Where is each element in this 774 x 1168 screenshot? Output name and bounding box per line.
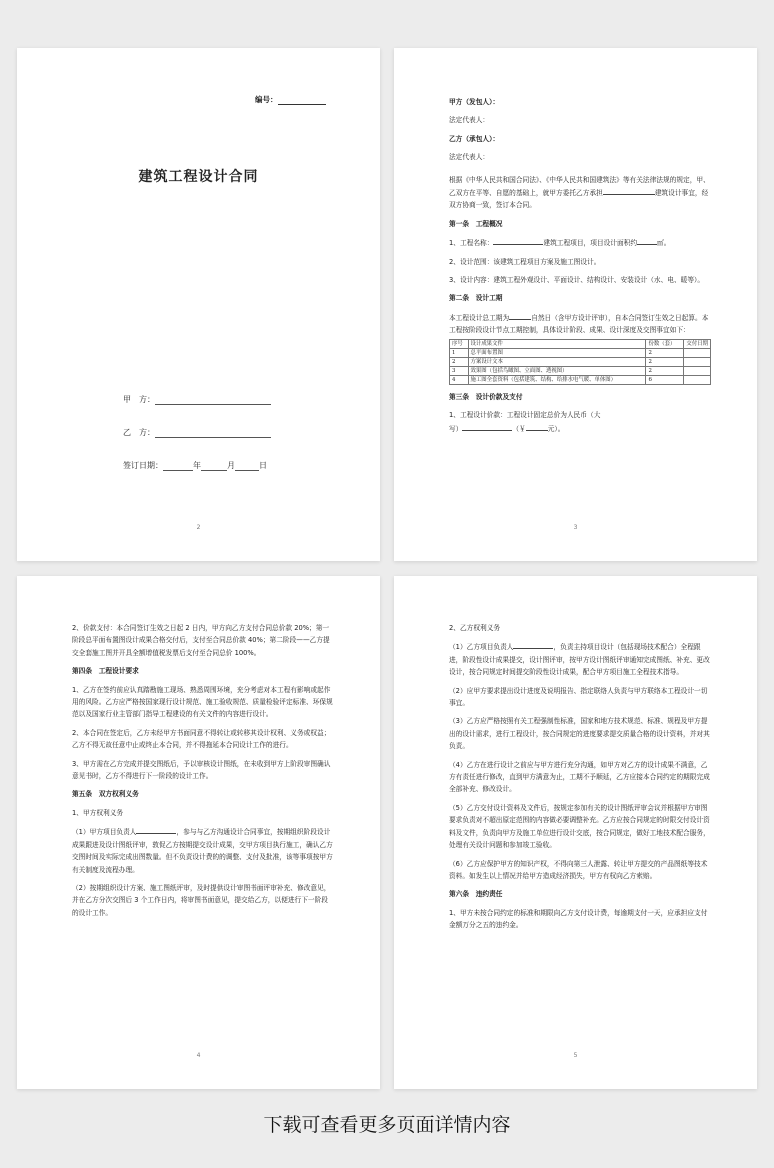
table-header-row bbox=[450, 339, 711, 348]
period-paragraph bbox=[449, 311, 711, 337]
intro-text-2: 建筑设计事宜，经双方协商一致，签订本合同。 bbox=[449, 189, 709, 210]
article-6-heading: 第六条 违约责任 bbox=[449, 890, 503, 899]
intro-blank bbox=[603, 186, 655, 195]
price-text-1: 1、工程设计价款：工程设计固定总价为人民币（大 bbox=[449, 411, 601, 420]
sign-date-label: 签订日期： bbox=[123, 461, 163, 470]
page-cover bbox=[17, 48, 380, 561]
duty-1-text-b: ，参与与乙方沟通设计合同事宜，按期组织阶段设计成果跟进及设计图纸评审，敦促乙方按期提交设计成果，交甲方项目执行施工，确认乙方交图时间及实际完成出图数量。但不负责设计费的的调整、支付及批准，该等事项按甲方有关制度及流程办理。 bbox=[72, 828, 333, 874]
table-header-cell: 交付日期 bbox=[684, 339, 711, 348]
article-4-heading: 第四条 工程设计要求 bbox=[72, 667, 139, 676]
contract-title: 建筑工程设计合同 bbox=[138, 169, 259, 185]
party-a-blank bbox=[155, 395, 271, 405]
party-b-rep: 法定代表人： bbox=[449, 153, 490, 162]
party-a-manager-blank bbox=[136, 825, 176, 834]
contract-number bbox=[255, 94, 326, 105]
requirement-3: 3、甲方需在乙方完成并提交图纸后，予以审核设计图纸，在未收到甲方上阶段审图确认意见书时，乙方不得进行下一阶段的设计工作。 bbox=[72, 759, 331, 781]
duty-b1-text-b: ，负责主持项目设计（包括现场技术配合）全程跟进，阶段性设计成果提交，设计图评审，按甲方设计图纸评审通知完成图纸、补充、更改设计，按合同规定时间提交阶段性设计成果，配合甲方项目施工全程技术指导。 bbox=[449, 643, 710, 677]
day-blank bbox=[235, 461, 259, 471]
price-text-2c: 元）。 bbox=[547, 424, 565, 433]
party-b-blank bbox=[155, 428, 271, 438]
party-b-duty-4: （4）乙方在进行设计之前应与甲方进行充分沟通，如甲方对乙方的设计成果不满意，乙方有责任进行修改，直到甲方满意为止，工期不予顺延，乙方应接本合同约定的期限完成全部补充、修改设计。 bbox=[449, 760, 710, 794]
intro-paragraph bbox=[449, 174, 711, 212]
table-cell bbox=[684, 366, 711, 375]
period-blank bbox=[509, 311, 531, 320]
table-cell: 6 bbox=[646, 375, 684, 384]
requirement-1: 1、乙方在签约前应认真踏勘施工现场、熟悉周围环境，充分考虑对本工程有影响或起作用的风险。乙方应严格按国家现行设计规范、施工验收规范、质量检验评定标准、环保规范以及国家行业主管部门指导工程建设的有关文件的内容进行设计。 bbox=[72, 685, 333, 719]
article-5-heading: 第五条 双方权利义务 bbox=[72, 790, 139, 799]
table-cell: 效果图（包括鸟瞰图、立面图、透视图） bbox=[468, 366, 646, 375]
table-cell: 3 bbox=[450, 366, 469, 375]
page-3-body bbox=[72, 622, 334, 925]
page-number: 2 bbox=[196, 524, 201, 531]
deliverables-table bbox=[449, 339, 711, 385]
period-text-2: 自然日（含甲方设计评审），自本合同签订生效之日起算。本工程按阶段设计节点工期控制，具体设计阶段、成果、设计深度及交图事宜如下： bbox=[449, 313, 709, 335]
area-blank bbox=[637, 236, 657, 245]
party-a-rep: 法定代表人： bbox=[449, 116, 490, 125]
breach-1: 1、甲方未按合同约定的标准和期限向乙方支付设计费，每逾期支付一天，应承担应支付金额万分之五的违约金。 bbox=[449, 908, 708, 930]
table-cell: 2 bbox=[450, 357, 469, 366]
table-cell bbox=[684, 348, 711, 357]
page-3 bbox=[17, 576, 380, 1089]
table-cell: 2 bbox=[646, 357, 684, 366]
party-b-duties-heading: 2、乙方权利义务 bbox=[449, 624, 501, 632]
page-number: 4 bbox=[196, 1052, 201, 1059]
price-text-2b: （￥ bbox=[512, 424, 526, 433]
party-a-line bbox=[123, 394, 271, 405]
page-4-body bbox=[449, 622, 711, 938]
item-1-text-b: 建筑工程项目，项目设计面积约 bbox=[543, 239, 638, 248]
party-b-duty-6: （6）乙方应保护甲方的知识产权，不得向第三人泄露、转让甲方提交的产品图纸等技术资料。如发生以上情况并给甲方造成经济损失，甲方有权向乙方索赔。 bbox=[449, 859, 708, 880]
party-a-duties-heading: 1、甲方权利义务 bbox=[72, 808, 124, 817]
party-b-duty-1 bbox=[449, 640, 711, 678]
table-header-cell: 设计成果文件 bbox=[468, 339, 646, 348]
table-cell bbox=[684, 375, 711, 384]
table-header-cell: 序号 bbox=[450, 339, 469, 348]
table-cell: 2 bbox=[646, 366, 684, 375]
page-2 bbox=[394, 48, 757, 561]
contract-number-label: 编号： bbox=[255, 95, 278, 104]
page-number: 3 bbox=[573, 524, 578, 531]
party-a-heading: 甲方（发包人）： bbox=[449, 98, 500, 106]
page-number: 5 bbox=[573, 1052, 578, 1059]
duty-b1-text-a: （1）乙方项目负责人 bbox=[449, 643, 514, 652]
contract-number-blank bbox=[278, 96, 326, 105]
table-row bbox=[450, 348, 711, 357]
table-row bbox=[450, 366, 711, 375]
item-1-text-c: ㎡。 bbox=[657, 239, 671, 248]
month-label: 月 bbox=[227, 461, 235, 470]
page-4 bbox=[394, 576, 757, 1089]
table-cell bbox=[684, 357, 711, 366]
article-3-heading: 第三条 设计价款及支付 bbox=[449, 392, 523, 401]
month-blank bbox=[201, 461, 227, 471]
download-more-caption: 下载可查看更多页面详情内容 bbox=[263, 1114, 511, 1136]
party-b-duty-5: （5）乙方交付设计资料及文件后，按规定参加有关的设计图纸评审会议并根据甲方审图要求负责对不超出原定范围的内容做必要调整补充。乙方应按合同规定的时限交付设计资料及文件，负责向甲方及施工单位进行设计交底，按合同规定，做好工地技术配合服务，处理有关设计问题和参加竣工验收。 bbox=[449, 803, 710, 850]
price-text-2a: 写） bbox=[449, 424, 463, 433]
item-1-text-a: 1、工程名称： bbox=[449, 239, 494, 248]
table-row bbox=[450, 357, 711, 366]
payment-paragraph: 2、价款支付：本合同签订生效之日起 2 日内，甲方向乙方支付合同总价款 20%；第一阶段总平面布置图设计成果合格交付后，支付至合同总价款 40%；第二阶段——乙方提交全套施工图并开具全额增值税发票后支付至合同总价 100%。 bbox=[72, 624, 330, 657]
project-name-blank bbox=[493, 236, 543, 245]
article-1-heading: 第一条 工程概况 bbox=[449, 219, 503, 228]
article-2-heading: 第二条 设计工期 bbox=[449, 294, 503, 303]
party-b-line bbox=[123, 427, 271, 438]
item-2: 2、设计范围：该建筑工程项目方案及施工图设计。 bbox=[449, 257, 601, 266]
party-a-duty-1 bbox=[72, 825, 334, 876]
table-cell: 总平面布置图 bbox=[468, 348, 646, 357]
requirement-2: 2、本合同在签定后，乙方未经甲方书面同意不得转让或转移其设计权利、义务或权益；乙方不得无故任意中止或终止本合同，并不得拖延本合同设计工作的进行。 bbox=[72, 728, 331, 750]
day-label: 日 bbox=[259, 461, 267, 470]
price-number-blank bbox=[526, 422, 548, 431]
party-b-label: 乙 方： bbox=[123, 428, 155, 437]
party-b-heading: 乙方（承包人）： bbox=[449, 134, 500, 143]
page-2-body bbox=[449, 96, 711, 441]
table-cell: 施工图全套资料（包括建筑、结构、给排水电气暖、单体图） bbox=[468, 375, 646, 384]
table-cell: 方案设计文本 bbox=[468, 357, 646, 366]
intro-text-1: 根据《中华人民共和国合同法》、《中华人民共和国建筑法》等有关法律法规的规定，甲、乙双方在平等、自愿的基础上，就甲方委托乙方承担 bbox=[449, 175, 710, 198]
duty-1-text-a: （1）甲方项目负责人 bbox=[72, 828, 137, 837]
table-header-cell: 份数（套） bbox=[646, 339, 684, 348]
table-cell: 1 bbox=[450, 348, 469, 357]
item-1 bbox=[449, 236, 711, 249]
table-cell: 4 bbox=[450, 375, 469, 384]
sign-date-line bbox=[123, 460, 267, 471]
table-row bbox=[450, 375, 711, 384]
table-cell: 2 bbox=[646, 348, 684, 357]
price-paragraph bbox=[449, 409, 711, 435]
party-b-duty-3: （3）乙方应严格按照有关工程强制性标准，国家和地方技术规范、标准、规程及甲方提出的设计需求，进行工程设计，按合同规定的进度要求提交质量合格的设计资料，并对其负责。 bbox=[449, 717, 710, 751]
party-b-manager-blank bbox=[513, 640, 553, 649]
party-a-duty-2: （2）按期组织设计方案、施工图纸评审，及时提供设计审图书面评审补充、修改意见，并在乙方分次交图后 3 个工作日内，将审图书面意见，提交给乙方，以便进行下一阶段的设计工作。 bbox=[72, 883, 331, 917]
price-words-blank bbox=[462, 422, 512, 431]
party-a-label: 甲 方： bbox=[123, 395, 155, 404]
party-b-duty-2: （2）应甲方要求提出设计进度及说明报告、指定联络人负责与甲方联络本工程设计一切事宜。 bbox=[449, 686, 708, 708]
year-label: 年 bbox=[193, 461, 201, 470]
period-text-1: 本工程设计总工期为 bbox=[449, 313, 510, 322]
year-blank bbox=[163, 461, 193, 471]
item-3: 3、设计内容：建筑工程外观设计、平面设计、结构设计、安装设计（水、电、暖等）。 bbox=[449, 276, 705, 285]
